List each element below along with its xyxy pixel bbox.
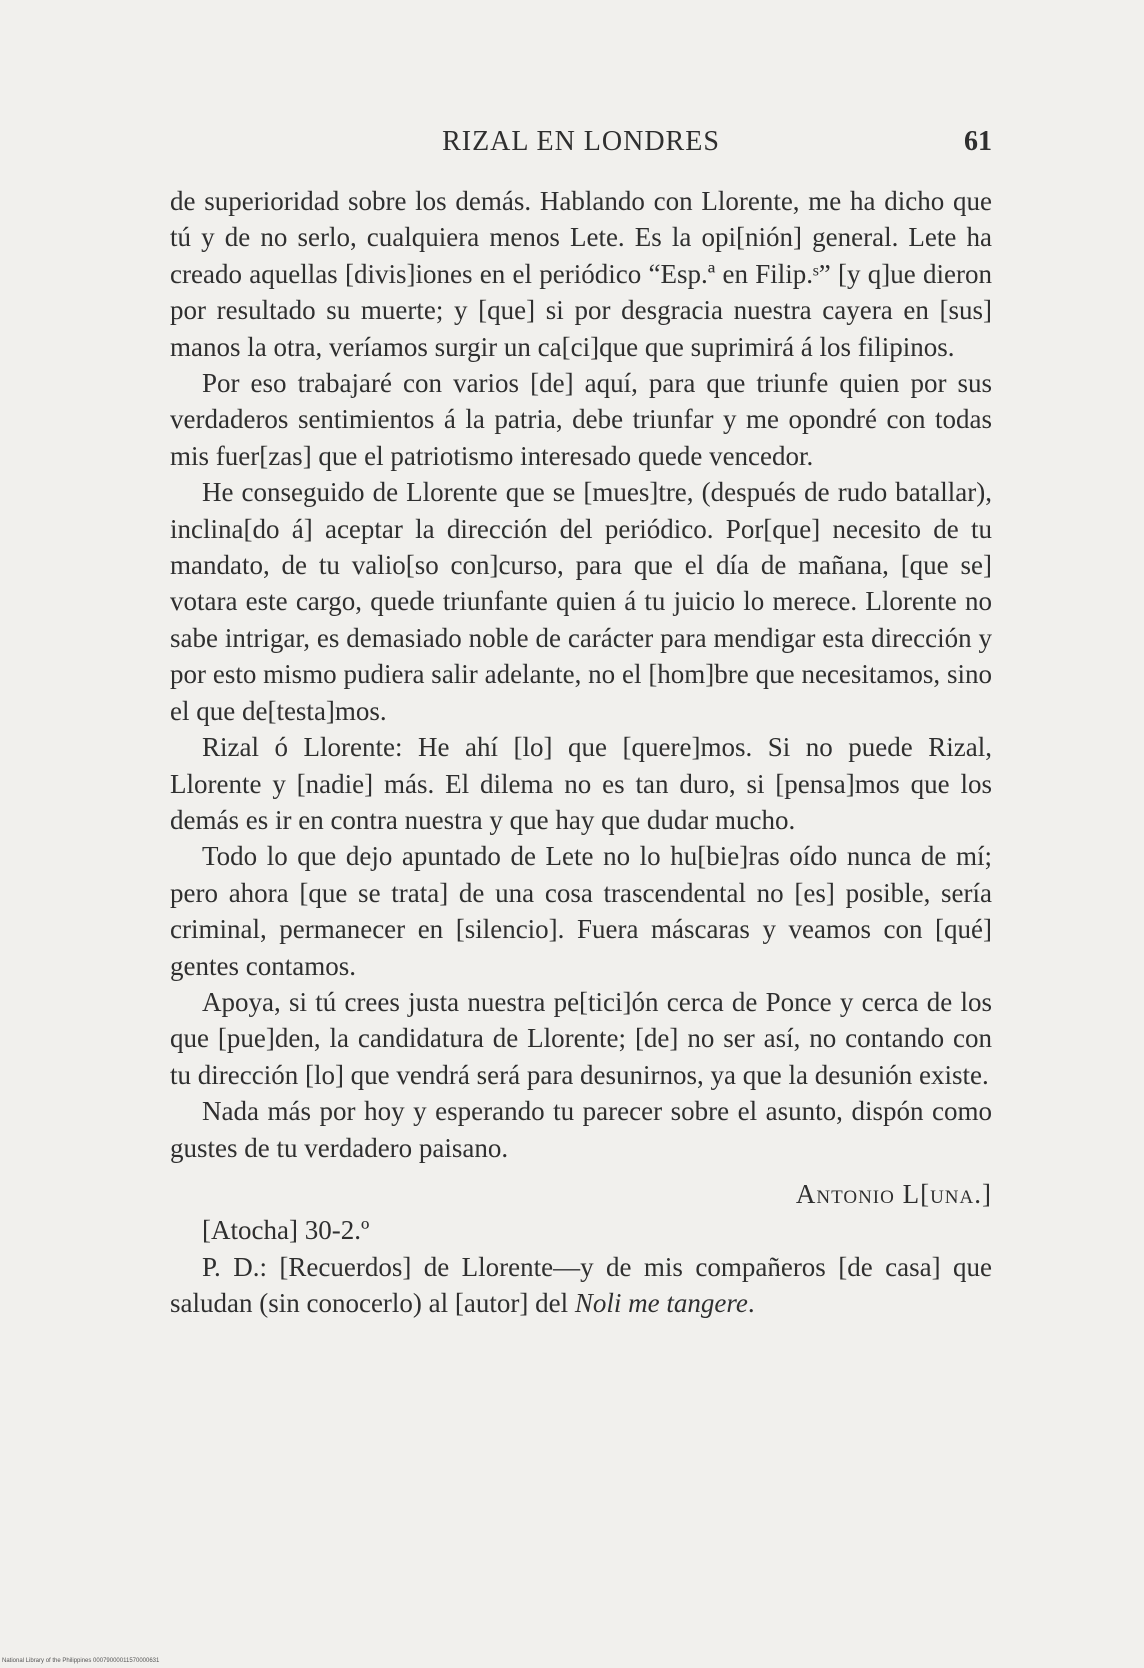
paragraph-6: Apoya, si tú crees justa nuestra pe[tici]ón cerca de Ponce y cerca de los que [pue]den, la candidatura de Llorente; [de] no ser así, no contando con tu dirección [lo] que vendrá será para desunirnos, ya que la desunión existe. [170, 986, 992, 1090]
paragraph-2: Por eso trabajaré con varios [de] aquí, para que triunfe quien por sus verdaderos sentimientos á la patria, debe triunfar y me opondré con todas mis fuer[zas] que el patriotismo interesado quede vencedor. [170, 368, 992, 471]
paragraph-7: Nada más por hoy y esperando tu parecer sobre el asunto, dispón como gustes de tu verdadero paisano. [170, 1096, 992, 1163]
postscript-text: P. D.: [Recuerdos] de Llorente—y de mis compañeros [de casa] que saludan (sin conocerlo) al [autor] del [170, 1251, 992, 1319]
paragraph-3: He conseguido de Llorente que se [mues]tre, (después de rudo batallar), inclina[do á] aceptar la dirección del periódico. Por[que] necesito de tu mandato, de tu valio[so con]curso, para que el día de mañana, [que se] votara este cargo, quede triunfante quien á tu juicio lo merece. Llorente no sabe intrigar, es demasiado noble de carácter para mendigar esta dirección y por esto mismo pudiera salir adelante, no el [hom]bre que necesitamos, sino el que de[testa]mos. [170, 477, 992, 726]
page-header [170, 126, 992, 166]
postscript-end: . [747, 1288, 755, 1319]
book-title: Noli me tangere [574, 1288, 748, 1319]
letter-body [170, 183, 992, 1322]
signature: Antonio L[una.] [795, 1178, 992, 1209]
running-title: RIZAL EN LONDRES [442, 126, 720, 157]
page-number: 61 [964, 126, 992, 157]
paragraph-4: Rizal ó Llorente: He ahí [lo] que [quere]mos. Si no puede Rizal, Llorente y [nadie] más. El dilema no es tan duro, si [pensa]mos que los demás es ir en contra nuestra y que hay que dudar mucho. [170, 732, 992, 835]
date-line: [Atocha] 30-2.º [202, 1215, 370, 1246]
library-footer-note: National Library of the Philippines 00079000011570000631 [2, 1658, 160, 1664]
postscript [170, 1249, 992, 1322]
paragraph-5: Todo lo que dejo apuntado de Lete no lo hu[bie]ras oído nunca de mí; pero ahora [que se trata] de una cosa trascendental no [es] posible, sería criminal, permanecer en [silencio]. Fuera máscaras y veamos con [qué] gentes contamos. [170, 841, 992, 981]
paragraph-1: de superioridad sobre los demás. Hablando con Llorente, me ha dicho que tú y de no serlo, cualquiera menos Lete. Es la opi[nión] general. Lete ha creado aquellas [divis]iones en el periódico “Esp.ª en Filip.ˢ” [y q]ue dieron por resultado su muerte; y [que] si por desgracia nuestra cayera en [sus] manos la otra, veríamos surgir un ca[ci]que que suprimirá á los filipinos. [170, 186, 992, 362]
